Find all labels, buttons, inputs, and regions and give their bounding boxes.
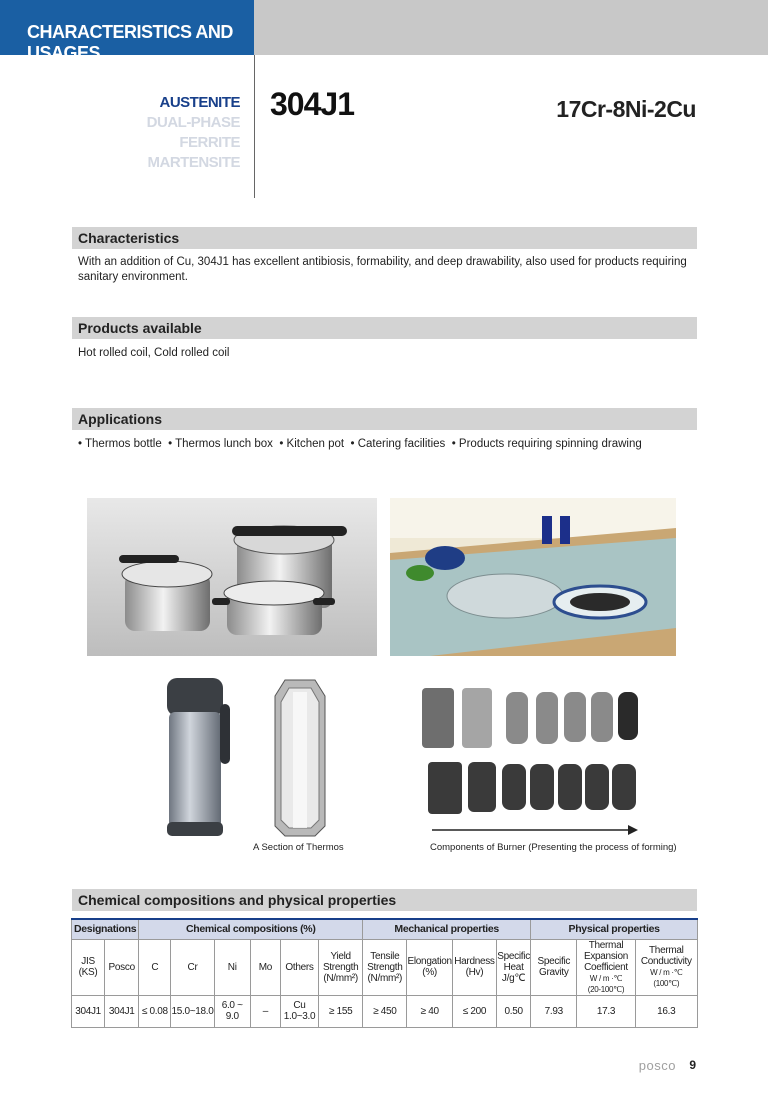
app-item: • Thermos lunch box bbox=[168, 438, 273, 450]
col-tensile: Tensile Strength (N/mm²) bbox=[363, 939, 407, 995]
cell-hardness: ≤ 200 bbox=[452, 995, 496, 1027]
col-elongation: Elongation (%) bbox=[407, 939, 452, 995]
col-yield: Yield Strength (N/mm²) bbox=[319, 939, 363, 995]
table-group-row bbox=[72, 919, 698, 939]
col-cr: Cr bbox=[171, 939, 214, 995]
cell-specific-gravity: 7.93 bbox=[531, 995, 577, 1027]
col-posco: Posco bbox=[105, 939, 139, 995]
properties-table bbox=[71, 918, 698, 1028]
cell-ni: 6.0 ~ 9.0 bbox=[214, 995, 250, 1027]
cell-c: ≤ 0.08 bbox=[139, 995, 171, 1027]
col-thermal-conductivity: Thermal Conductivity W / m ·℃ (100℃) bbox=[635, 939, 697, 995]
app-item: • Catering facilities bbox=[350, 438, 446, 450]
col-specific-gravity: Specific Gravity bbox=[531, 939, 577, 995]
table-column-row bbox=[72, 939, 698, 995]
cell-yield: ≥ 155 bbox=[319, 995, 363, 1027]
pots-photo bbox=[87, 498, 377, 656]
section-tab bbox=[0, 0, 254, 63]
cell-jis: 304J1 bbox=[72, 995, 105, 1027]
group-chemical: Chemical compositions (%) bbox=[139, 919, 363, 939]
header-bar bbox=[0, 0, 768, 63]
table-row bbox=[72, 995, 698, 1027]
group-designations: Designations bbox=[72, 919, 139, 939]
table-header bbox=[72, 889, 697, 911]
cell-cr: 15.0~18.0 bbox=[171, 995, 214, 1027]
cell-others: Cu 1.0~3.0 bbox=[280, 995, 318, 1027]
applications-header bbox=[72, 408, 697, 430]
app-item: • Kitchen pot bbox=[279, 438, 345, 450]
col-jis: JIS (KS) bbox=[72, 939, 105, 995]
phase-austenite: AUSTENITE bbox=[159, 94, 240, 111]
col-specific-heat: Specific Heat J/g℃ bbox=[497, 939, 531, 995]
col-others: Others bbox=[280, 939, 318, 995]
posco-logo: posco bbox=[638, 1058, 676, 1073]
cell-specific-heat: 0.50 bbox=[497, 995, 531, 1027]
characteristics-title: Characteristics bbox=[78, 230, 180, 246]
group-physical: Physical properties bbox=[531, 919, 698, 939]
characteristics-text: With an addition of Cu, 304J1 has excellent antibiosis, formability, and deep drawability, also used for products requiring sanitary environment. bbox=[78, 256, 687, 283]
phase-martensite: MARTENSITE bbox=[147, 154, 240, 171]
group-mechanical: Mechanical properties bbox=[363, 919, 531, 939]
app-item: • Products requiring spinning drawing bbox=[451, 438, 642, 450]
phase-dual: DUAL-PHASE bbox=[146, 114, 240, 131]
products-text: Hot rolled coil, Cold rolled coil bbox=[78, 347, 230, 359]
col-hardness: Hardness (Hv) bbox=[452, 939, 496, 995]
grade-title: 304J1 bbox=[270, 86, 354, 122]
cell-mo: – bbox=[250, 995, 280, 1027]
thermos-section-photo bbox=[271, 678, 329, 838]
products-title: Products available bbox=[78, 320, 202, 336]
section-title: CHARACTERISTICS AND USAGES bbox=[27, 22, 233, 63]
page-number: 9 bbox=[689, 1058, 696, 1072]
app-item: • Thermos bottle bbox=[78, 438, 162, 450]
grade-formula: 17Cr-8Ni-2Cu bbox=[556, 96, 696, 122]
characteristics-header bbox=[72, 227, 697, 249]
burner-photo bbox=[418, 684, 643, 836]
col-mo: Mo bbox=[250, 939, 280, 995]
col-ni: Ni bbox=[214, 939, 250, 995]
table-title: Chemical compositions and physical properties bbox=[78, 892, 397, 908]
divider bbox=[254, 55, 255, 198]
col-thermal-expansion: Thermal Expansion Coefficient W / m ·℃ (20-100℃) bbox=[577, 939, 635, 995]
applications-title: Applications bbox=[78, 411, 163, 427]
cell-tensile: ≥ 450 bbox=[363, 995, 407, 1027]
phase-list bbox=[147, 93, 240, 173]
phase-ferrite: FERRITE bbox=[179, 134, 240, 151]
cell-posco: 304J1 bbox=[105, 995, 139, 1027]
sink-photo bbox=[390, 498, 676, 656]
applications-list bbox=[78, 437, 698, 452]
cell-thermal-expansion: 17.3 bbox=[577, 995, 635, 1027]
cell-elongation: ≥ 40 bbox=[407, 995, 452, 1027]
thermos-photo bbox=[165, 676, 237, 838]
col-c: C bbox=[139, 939, 171, 995]
cell-thermal-conductivity: 16.3 bbox=[635, 995, 697, 1027]
thermos-caption: A Section of Thermos bbox=[253, 842, 344, 853]
products-header bbox=[72, 317, 697, 339]
burner-caption: Components of Burner (Presenting the process of forming) bbox=[430, 842, 677, 853]
